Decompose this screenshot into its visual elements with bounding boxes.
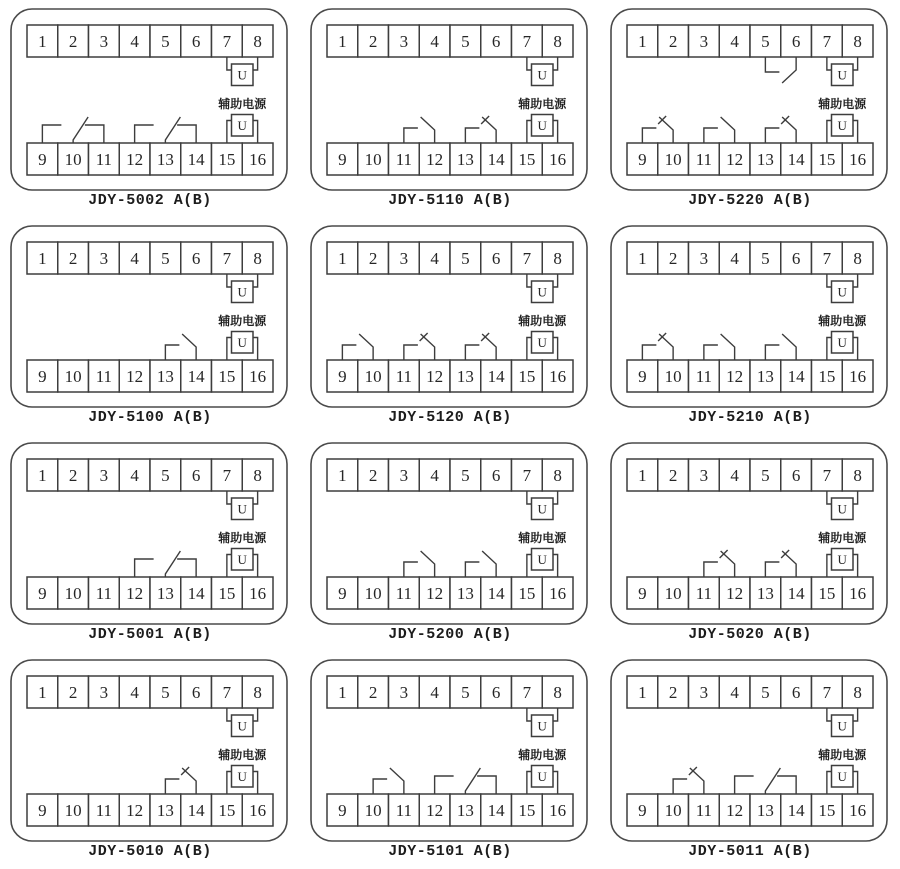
terminal-number: 7 (822, 683, 832, 702)
model-label: JDY-5001 A(B) (88, 626, 212, 643)
terminal-number: 6 (191, 249, 201, 268)
aux-u-symbol: U (837, 769, 847, 784)
terminal-number: 9 (638, 584, 647, 603)
terminal-number: 8 (253, 683, 262, 702)
terminal-number: 2 (368, 249, 378, 268)
terminal-number: 6 (791, 249, 801, 268)
terminal-number: 14 (787, 367, 805, 386)
terminal-number: 15 (218, 150, 236, 169)
terminal-number: 13 (756, 801, 774, 820)
terminal-diagram (300, 217, 600, 434)
terminal-number: 13 (156, 367, 174, 386)
terminal-number: 2 (368, 683, 378, 702)
contact-normally-open (765, 57, 796, 83)
terminal-number: 15 (218, 801, 236, 820)
terminal-number: 9 (638, 367, 647, 386)
terminal-number: 14 (187, 801, 205, 820)
terminal-number: 5 (461, 683, 470, 702)
terminal-number: 10 (64, 150, 82, 169)
contact-normally-open (704, 117, 735, 143)
u-symbol: U (837, 718, 847, 734)
terminal-number: 10 (64, 801, 82, 820)
terminal-number: 12 (726, 367, 744, 386)
relay-panel (0, 0, 300, 217)
contact-normally-closed (465, 334, 496, 360)
contact-normally-closed (765, 551, 796, 577)
terminal-number: 3 (399, 466, 409, 485)
terminal-number: 12 (126, 367, 144, 386)
terminal-number: 10 (64, 367, 82, 386)
terminal-number: 3 (699, 249, 709, 268)
aux-power-label: 辅助电源 (818, 97, 867, 111)
terminal-number: 16 (249, 801, 267, 820)
terminal-number: 12 (426, 367, 444, 386)
terminal-number: 16 (549, 801, 567, 820)
terminal-number: 7 (822, 249, 832, 268)
contact-changeover (735, 768, 797, 794)
terminal-number: 14 (487, 584, 505, 603)
relay-panel (600, 651, 900, 868)
terminal-number: 5 (761, 32, 770, 51)
model-label: JDY-5100 A(B) (88, 409, 212, 426)
terminal-number: 12 (426, 584, 444, 603)
terminal-diagram (0, 217, 300, 434)
terminal-number: 7 (222, 32, 232, 51)
terminal-number: 16 (549, 150, 567, 169)
terminal-diagram (300, 651, 600, 868)
terminal-number: 12 (426, 150, 444, 169)
terminal-number: 9 (338, 367, 347, 386)
terminal-number: 1 (38, 32, 47, 51)
aux-power-label: 辅助电源 (818, 748, 867, 762)
terminal-diagram (0, 651, 300, 868)
terminal-number: 3 (99, 249, 109, 268)
u-symbol: U (537, 67, 547, 83)
terminal-number: 4 (130, 249, 139, 268)
terminal-number: 3 (99, 466, 109, 485)
aux-power-label: 辅助电源 (818, 314, 867, 328)
aux-power-label: 辅助电源 (218, 531, 267, 545)
terminal-number: 1 (338, 683, 347, 702)
terminal-number: 15 (818, 150, 836, 169)
contact-normally-closed (165, 768, 196, 794)
terminal-number: 11 (95, 150, 113, 169)
aux-power-label: 辅助电源 (518, 97, 567, 111)
contact-normally-open (465, 551, 496, 577)
terminal-number: 4 (430, 249, 439, 268)
terminal-number: 8 (553, 466, 562, 485)
terminal-number: 13 (756, 150, 774, 169)
relay-panel (300, 651, 600, 868)
aux-u-symbol: U (837, 552, 847, 567)
aux-power-label: 辅助电源 (518, 314, 567, 328)
terminal-number: 16 (549, 584, 567, 603)
terminal-number: 5 (761, 249, 770, 268)
terminal-number: 9 (638, 150, 647, 169)
contact-normally-closed (465, 117, 496, 143)
terminal-number: 13 (156, 584, 174, 603)
terminal-number: 7 (522, 466, 532, 485)
u-symbol: U (537, 501, 547, 517)
model-label: JDY-5210 A(B) (688, 409, 812, 426)
terminal-number: 8 (853, 683, 862, 702)
contact-normally-closed (642, 117, 673, 143)
terminal-number: 11 (695, 150, 713, 169)
terminal-number: 8 (853, 466, 862, 485)
terminal-number: 1 (638, 249, 647, 268)
relay-panel (600, 217, 900, 434)
terminal-number: 5 (161, 466, 170, 485)
terminal-number: 11 (395, 150, 413, 169)
terminal-number: 5 (161, 32, 170, 51)
terminal-number: 11 (95, 801, 113, 820)
terminal-number: 2 (668, 249, 678, 268)
relay-panel (300, 0, 600, 217)
aux-u-symbol: U (837, 335, 847, 350)
terminal-number: 4 (730, 466, 739, 485)
terminal-number: 10 (664, 367, 682, 386)
terminal-number: 15 (818, 801, 836, 820)
terminal-number: 9 (38, 150, 47, 169)
model-label: JDY-5101 A(B) (388, 843, 512, 860)
terminal-number: 16 (849, 801, 867, 820)
terminal-number: 8 (253, 249, 262, 268)
terminal-number: 3 (399, 32, 409, 51)
aux-u-symbol: U (537, 552, 547, 567)
terminal-number: 6 (791, 32, 801, 51)
terminal-number: 5 (761, 466, 770, 485)
terminal-number: 7 (222, 249, 232, 268)
aux-power-label: 辅助电源 (518, 748, 567, 762)
terminal-number: 8 (553, 249, 562, 268)
terminal-number: 9 (338, 584, 347, 603)
terminal-number: 6 (491, 249, 501, 268)
terminal-number: 15 (518, 801, 536, 820)
terminal-number: 15 (818, 584, 836, 603)
contact-normally-open (765, 334, 796, 360)
u-symbol: U (237, 718, 247, 734)
terminal-number: 6 (491, 466, 501, 485)
aux-u-symbol: U (237, 552, 247, 567)
terminal-number: 7 (222, 466, 232, 485)
terminal-number: 5 (761, 683, 770, 702)
terminal-number: 14 (787, 801, 805, 820)
model-label: JDY-5200 A(B) (388, 626, 512, 643)
terminal-number: 6 (191, 466, 201, 485)
terminal-number: 14 (487, 150, 505, 169)
terminal-number: 14 (187, 584, 205, 603)
terminal-number: 13 (456, 801, 474, 820)
terminal-number: 2 (668, 683, 678, 702)
aux-u-symbol: U (237, 118, 247, 133)
terminal-number: 3 (699, 32, 709, 51)
terminal-number: 2 (68, 683, 78, 702)
terminal-number: 2 (68, 32, 78, 51)
terminal-number: 5 (161, 683, 170, 702)
terminal-number: 12 (726, 801, 744, 820)
terminal-number: 2 (368, 32, 378, 51)
terminal-diagram (600, 217, 900, 434)
terminal-diagram (300, 434, 600, 651)
terminal-number: 12 (126, 801, 144, 820)
relay-panel (300, 434, 600, 651)
relay-panel (600, 434, 900, 651)
terminal-number: 13 (456, 367, 474, 386)
terminal-number: 8 (253, 466, 262, 485)
terminal-number: 3 (399, 683, 409, 702)
contact-changeover (135, 551, 197, 577)
terminal-number: 15 (518, 150, 536, 169)
terminal-number: 8 (853, 32, 862, 51)
relay-panel (0, 217, 300, 434)
terminal-number: 5 (461, 32, 470, 51)
terminal-number: 10 (664, 150, 682, 169)
terminal-number: 12 (126, 584, 144, 603)
terminal-number: 4 (730, 249, 739, 268)
terminal-number: 4 (430, 683, 439, 702)
contact-normally-open (165, 334, 196, 360)
terminal-number: 1 (338, 249, 347, 268)
terminal-number: 1 (38, 466, 47, 485)
u-symbol: U (837, 67, 847, 83)
terminal-number: 11 (695, 584, 713, 603)
terminal-number: 10 (364, 367, 382, 386)
terminal-number: 15 (218, 584, 236, 603)
u-symbol: U (537, 718, 547, 734)
terminal-number: 3 (699, 683, 709, 702)
terminal-number: 13 (756, 584, 774, 603)
contact-normally-closed (704, 551, 735, 577)
contact-normally-open (704, 334, 735, 360)
relay-panel (0, 651, 300, 868)
terminal-number: 7 (822, 466, 832, 485)
terminal-number: 12 (426, 801, 444, 820)
terminal-number: 4 (730, 683, 739, 702)
terminal-number: 16 (249, 584, 267, 603)
terminal-number: 7 (522, 249, 532, 268)
contact-changeover (435, 768, 497, 794)
terminal-number: 12 (726, 584, 744, 603)
aux-u-symbol: U (537, 335, 547, 350)
terminal-number: 8 (853, 249, 862, 268)
terminal-number: 3 (99, 683, 109, 702)
terminal-number: 16 (249, 150, 267, 169)
contact-changeover (135, 117, 197, 143)
aux-u-symbol: U (837, 118, 847, 133)
terminal-number: 14 (787, 150, 805, 169)
terminal-number: 4 (430, 32, 439, 51)
u-symbol: U (537, 284, 547, 300)
terminal-number: 7 (522, 32, 532, 51)
aux-power-label: 辅助电源 (218, 748, 267, 762)
terminal-number: 8 (553, 683, 562, 702)
terminal-number: 13 (756, 367, 774, 386)
aux-u-symbol: U (237, 335, 247, 350)
model-label: JDY-5120 A(B) (388, 409, 512, 426)
terminal-number: 4 (430, 466, 439, 485)
aux-power-label: 辅助电源 (818, 531, 867, 545)
terminal-number: 16 (849, 584, 867, 603)
terminal-number: 4 (130, 466, 139, 485)
terminal-number: 6 (191, 32, 201, 51)
terminal-number: 11 (695, 801, 713, 820)
terminal-number: 4 (730, 32, 739, 51)
terminal-number: 3 (699, 466, 709, 485)
terminal-number: 15 (218, 367, 236, 386)
relay-panel (600, 0, 900, 217)
terminal-diagram (300, 0, 600, 217)
terminal-number: 13 (456, 150, 474, 169)
terminal-number: 3 (99, 32, 109, 51)
terminal-number: 12 (126, 150, 144, 169)
u-symbol: U (237, 284, 247, 300)
aux-u-symbol: U (237, 769, 247, 784)
terminal-number: 11 (695, 367, 713, 386)
terminal-number: 1 (338, 32, 347, 51)
terminal-number: 14 (187, 367, 205, 386)
terminal-number: 6 (791, 683, 801, 702)
terminal-number: 16 (849, 150, 867, 169)
terminal-number: 11 (395, 584, 413, 603)
terminal-number: 2 (668, 466, 678, 485)
aux-u-symbol: U (537, 118, 547, 133)
terminal-number: 13 (156, 150, 174, 169)
contact-normally-closed (404, 334, 435, 360)
terminal-number: 5 (461, 249, 470, 268)
terminal-number: 1 (638, 32, 647, 51)
model-label: JDY-5011 A(B) (688, 843, 812, 860)
terminal-number: 1 (638, 683, 647, 702)
model-label: JDY-5220 A(B) (688, 192, 812, 209)
terminal-number: 16 (249, 367, 267, 386)
terminal-number: 11 (395, 801, 413, 820)
terminal-number: 6 (491, 32, 501, 51)
terminal-number: 1 (338, 466, 347, 485)
terminal-number: 5 (161, 249, 170, 268)
terminal-number: 10 (64, 584, 82, 603)
terminal-number: 10 (664, 801, 682, 820)
terminal-number: 6 (791, 466, 801, 485)
terminal-number: 14 (787, 584, 805, 603)
terminal-number: 15 (518, 584, 536, 603)
terminal-number: 9 (638, 801, 647, 820)
model-label: JDY-5020 A(B) (688, 626, 812, 643)
terminal-number: 10 (364, 801, 382, 820)
terminal-number: 1 (38, 249, 47, 268)
u-symbol: U (237, 501, 247, 517)
aux-u-symbol: U (537, 769, 547, 784)
u-symbol: U (837, 284, 847, 300)
terminal-number: 7 (222, 683, 232, 702)
aux-power-label: 辅助电源 (218, 97, 267, 111)
terminal-number: 11 (395, 367, 413, 386)
contact-normally-closed (673, 768, 704, 794)
contact-normally-open (342, 334, 373, 360)
terminal-number: 8 (253, 32, 262, 51)
terminal-number: 4 (130, 683, 139, 702)
terminal-number: 14 (487, 801, 505, 820)
terminal-diagram (0, 0, 300, 217)
model-label: JDY-5110 A(B) (388, 192, 512, 209)
terminal-number: 11 (95, 367, 113, 386)
contact-changeover (42, 117, 104, 143)
relay-panel (0, 434, 300, 651)
contact-normally-open (373, 768, 404, 794)
terminal-number: 1 (38, 683, 47, 702)
terminal-number: 10 (364, 150, 382, 169)
terminal-number: 9 (38, 584, 47, 603)
terminal-number: 3 (399, 249, 409, 268)
terminal-number: 9 (338, 801, 347, 820)
terminal-number: 15 (518, 367, 536, 386)
terminal-diagram (600, 651, 900, 868)
terminal-number: 15 (818, 367, 836, 386)
terminal-number: 2 (68, 466, 78, 485)
terminal-number: 9 (38, 801, 47, 820)
terminal-number: 5 (461, 466, 470, 485)
terminal-number: 6 (491, 683, 501, 702)
terminal-number: 10 (364, 584, 382, 603)
terminal-number: 11 (95, 584, 113, 603)
u-symbol: U (237, 67, 247, 83)
contact-normally-open (404, 117, 435, 143)
terminal-number: 4 (130, 32, 139, 51)
terminal-diagram (0, 434, 300, 651)
terminal-number: 13 (156, 801, 174, 820)
contact-normally-open (404, 551, 435, 577)
terminal-number: 2 (668, 32, 678, 51)
aux-power-label: 辅助电源 (218, 314, 267, 328)
terminal-diagram (600, 434, 900, 651)
u-symbol: U (837, 501, 847, 517)
terminal-number: 14 (187, 150, 205, 169)
model-label: JDY-5010 A(B) (88, 843, 212, 860)
terminal-number: 14 (487, 367, 505, 386)
aux-power-label: 辅助电源 (518, 531, 567, 545)
terminal-number: 7 (822, 32, 832, 51)
terminal-number: 1 (638, 466, 647, 485)
terminal-number: 12 (726, 150, 744, 169)
terminal-number: 2 (68, 249, 78, 268)
terminal-number: 13 (456, 584, 474, 603)
terminal-number: 2 (368, 466, 378, 485)
model-label: JDY-5002 A(B) (88, 192, 212, 209)
contact-normally-closed (642, 334, 673, 360)
terminal-number: 16 (549, 367, 567, 386)
terminal-number: 9 (38, 367, 47, 386)
terminal-number: 7 (522, 683, 532, 702)
terminal-number: 6 (191, 683, 201, 702)
terminal-number: 9 (338, 150, 347, 169)
terminal-number: 16 (849, 367, 867, 386)
terminal-number: 8 (553, 32, 562, 51)
terminal-diagram (600, 0, 900, 217)
contact-normally-closed (765, 117, 796, 143)
terminal-number: 10 (664, 584, 682, 603)
relay-panel (300, 217, 600, 434)
